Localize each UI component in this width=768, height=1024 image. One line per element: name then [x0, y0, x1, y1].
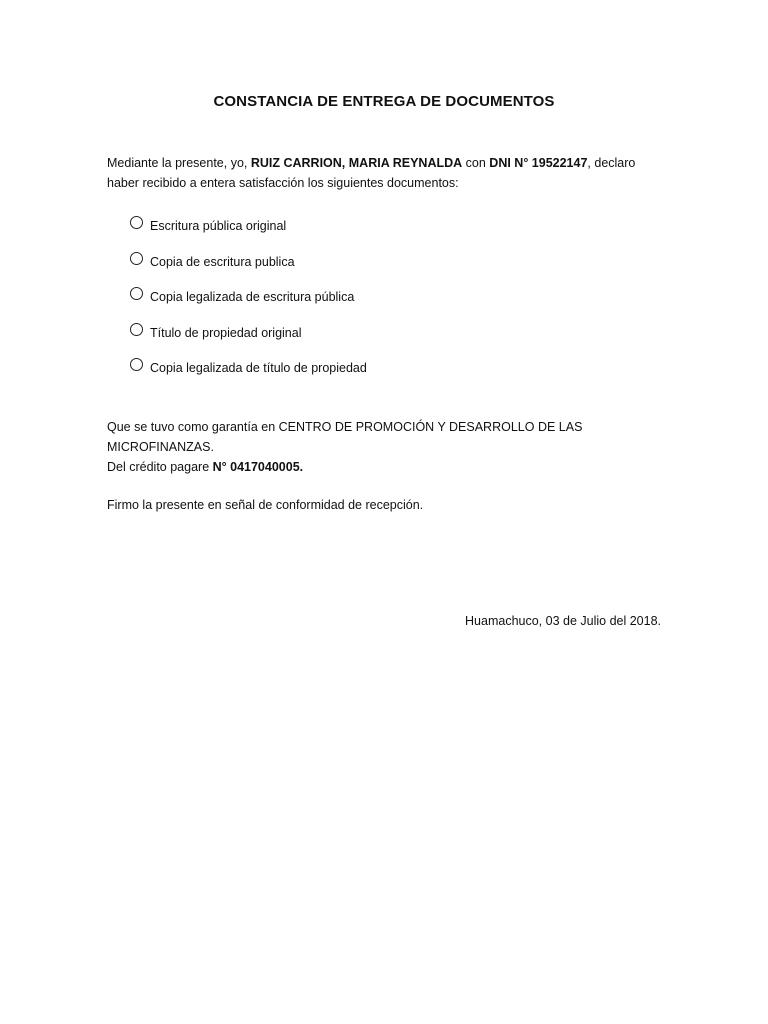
checklist-item-label: Copia legalizada de escritura pública — [150, 290, 355, 304]
intro-suffix: , declaro haber recibido a entera satisfacción los siguientes documentos: — [107, 156, 636, 190]
checklist-item-label: Título de propiedad original — [150, 325, 302, 340]
document-checklist — [130, 214, 367, 392]
radio-circle-icon — [130, 323, 143, 336]
radio-circle-icon — [130, 252, 143, 265]
checklist-item — [130, 321, 367, 357]
place-date: Huamachuco, 03 de Julio del 2018. — [465, 614, 661, 628]
dni-number: DNI N° 19522147 — [489, 156, 588, 170]
credit-label: Del crédito pagare — [107, 460, 213, 474]
checklist-item — [130, 250, 367, 286]
guarantee-line-2 — [107, 457, 667, 477]
credit-number: N° 0417040005. — [212, 460, 304, 474]
radio-circle-icon — [130, 287, 143, 300]
radio-circle-icon — [130, 358, 143, 371]
document-title: CONSTANCIA DE ENTREGA DE DOCUMENTOS — [213, 93, 555, 110]
guarantee-paragraph — [107, 417, 667, 477]
checklist-item — [130, 214, 367, 250]
checklist-item-label: Copia legalizada de título de propiedad — [150, 361, 367, 375]
checklist-item — [130, 285, 367, 321]
intro-prefix: Mediante la presente, yo, — [107, 156, 251, 170]
checklist-item — [130, 356, 367, 392]
closing-paragraph: Firmo la presente en señal de conformidad de recepción. — [107, 498, 424, 512]
person-name: RUIZ CARRION, MARIA REYNALDA — [250, 156, 463, 170]
radio-circle-icon — [130, 216, 143, 229]
guarantee-line-1: Que se tuvo como garantía en CENTRO DE PROMOCIÓN Y DESARROLLO DE LAS MICROFINANZAS. — [107, 420, 583, 454]
intro-paragraph — [107, 153, 667, 193]
dni-connector: con — [462, 156, 490, 170]
checklist-item-label: Escritura pública original — [150, 219, 287, 233]
checklist-item-label: Copia de escritura publica — [150, 254, 295, 269]
